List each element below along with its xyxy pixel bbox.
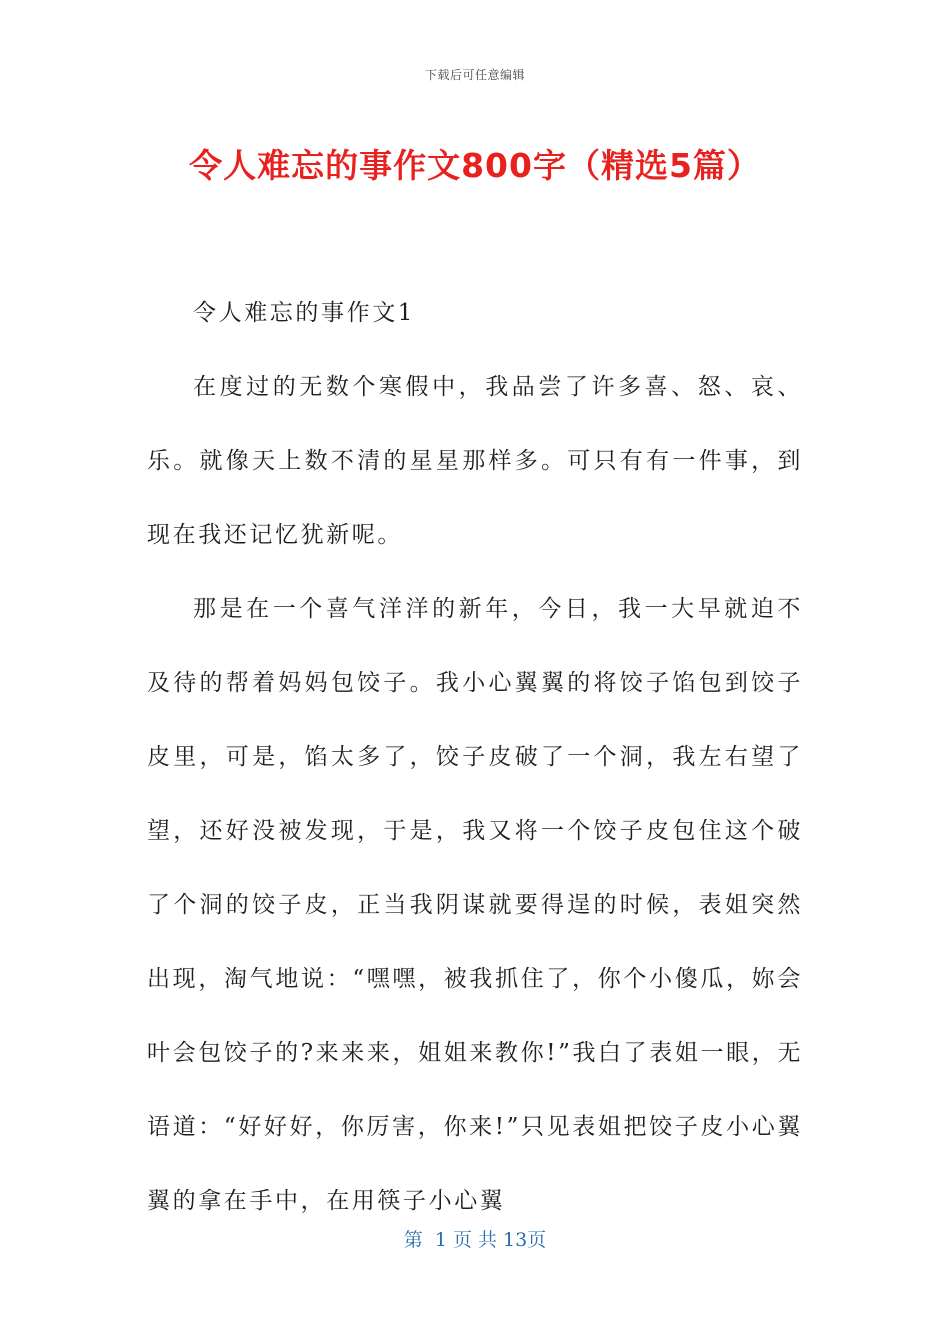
document-title: 令人难忘的事作文800字（精选5篇） [189, 146, 761, 185]
page-number: 第 1 页 共 13页 [403, 1229, 547, 1251]
header-note: 下载后可任意编辑 [424, 68, 525, 82]
paragraph: 那是在一个喜气洋洋的新年，今日，我一大早就迫不及待的帮着妈妈包饺子。我小心翼翼的将饺子馅包到饺子皮里，可是，馅太多了，饺子皮破了一个洞，我左右望了望，还好没被发现，于是，我又将一个饺子皮包住这个破了个洞的饺子皮，正当我阴谋就要得逞的时候，表姐突然出现，淘气地说：“嘿嘿，被我抓住了，你个小傻瓜，妳会叶会包饺子的?来来来，姐姐来教你!”我白了表姐一眼，无语道：“好好好，你厉害，你来!”只见表姐把饺子皮小心翼翼的拿在手中，在用筷子小心翼 [147, 596, 803, 1214]
document-body [147, 276, 803, 1238]
section-heading: 令人难忘的事作文1 [193, 300, 416, 326]
paragraph: 在度过的无数个寒假中，我品尝了许多喜、怒、哀、乐。就像天上数不清的星星那样多。可只有有一件事，到现在我还记忆犹新呢。 [147, 374, 803, 548]
